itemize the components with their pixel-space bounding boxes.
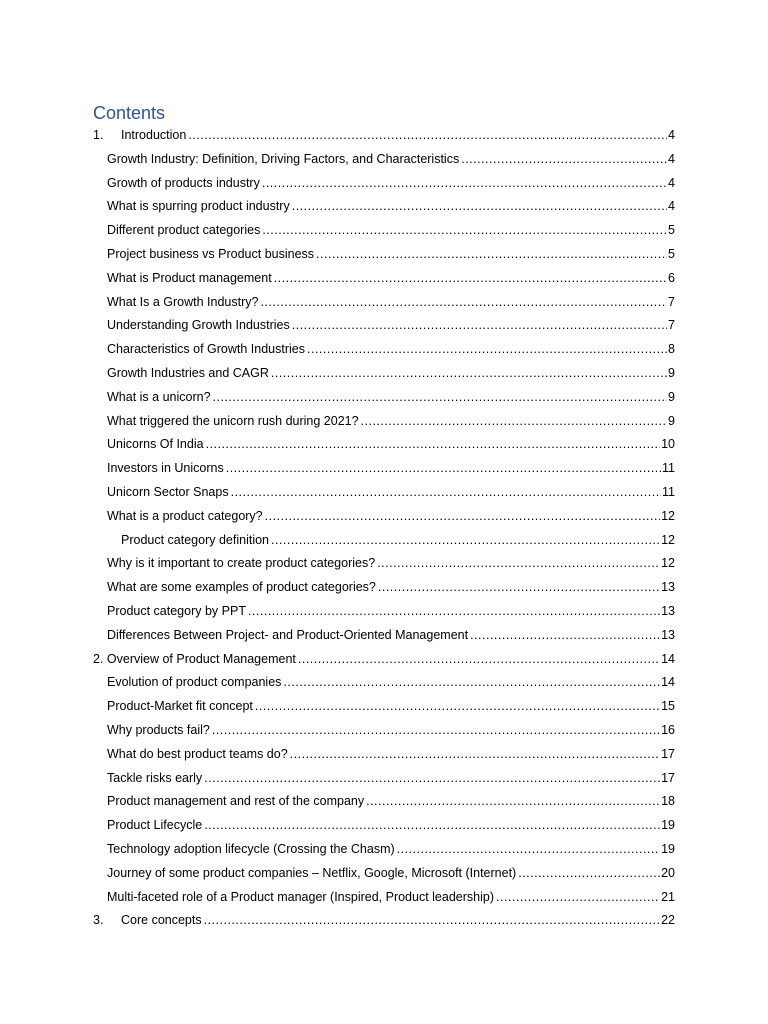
toc-entry-title: Tackle risks early xyxy=(107,770,203,785)
toc-entry-title: Product category definition xyxy=(121,532,270,547)
toc-entry[interactable] xyxy=(93,243,675,267)
toc-dot-leader xyxy=(496,886,660,910)
toc-entry[interactable] xyxy=(93,172,675,196)
toc-entry-page-number: 14 xyxy=(661,675,675,690)
toc-entry-page-number: 13 xyxy=(661,627,675,642)
toc-dot-leader xyxy=(316,243,667,267)
toc-entry[interactable] xyxy=(93,624,675,648)
toc-entry-page-number: 21 xyxy=(661,889,675,904)
toc-entry[interactable] xyxy=(93,838,675,862)
toc-entry-number: 3. xyxy=(93,913,104,928)
table-of-contents xyxy=(93,124,675,933)
toc-dot-leader xyxy=(231,481,661,505)
toc-entry-title: Product management and rest of the company xyxy=(107,794,365,809)
toc-entry-title: Product Lifecycle xyxy=(107,818,203,833)
toc-entry-page-number: 7 xyxy=(668,294,675,309)
toc-entry-page-number: 15 xyxy=(661,699,675,714)
toc-entry-title: What is Product management xyxy=(107,270,272,285)
toc-dot-leader xyxy=(290,743,660,767)
toc-entry[interactable] xyxy=(93,529,675,553)
toc-entry[interactable] xyxy=(93,862,675,886)
toc-entry[interactable] xyxy=(93,648,675,672)
toc-entry-page-number: 16 xyxy=(661,722,675,737)
toc-entry-title: What triggered the unicorn rush during 2021? xyxy=(107,413,359,428)
toc-entry[interactable] xyxy=(93,743,675,767)
toc-entry-page-number: 8 xyxy=(668,342,675,357)
toc-entry-title: Why products fail? xyxy=(107,722,210,737)
toc-entry-page-number: 13 xyxy=(661,580,675,595)
toc-entry-title: What is spurring product industry xyxy=(107,199,290,214)
toc-dot-leader xyxy=(461,148,667,172)
toc-entry[interactable] xyxy=(93,219,675,243)
toc-dot-leader xyxy=(274,267,667,291)
toc-entry-page-number: 13 xyxy=(661,603,675,618)
toc-entry[interactable] xyxy=(93,267,675,291)
toc-dot-leader xyxy=(248,600,660,624)
toc-dot-leader xyxy=(212,719,660,743)
toc-entry-page-number: 9 xyxy=(668,389,675,404)
toc-dot-leader xyxy=(206,433,661,457)
toc-dot-leader xyxy=(307,338,667,362)
toc-heading: Contents xyxy=(93,103,166,123)
toc-entry[interactable] xyxy=(93,767,675,791)
toc-entry-page-number: 4 xyxy=(668,151,675,166)
toc-entry-page-number: 18 xyxy=(661,794,675,809)
toc-entry[interactable] xyxy=(93,481,675,505)
toc-entry[interactable] xyxy=(93,552,675,576)
toc-entry-title: Growth of products industry xyxy=(107,175,260,190)
toc-dot-leader xyxy=(271,362,667,386)
toc-entry[interactable] xyxy=(93,790,675,814)
toc-entry-page-number: 20 xyxy=(661,865,675,880)
toc-entry[interactable] xyxy=(93,505,675,529)
toc-entry-page-number: 17 xyxy=(661,770,675,785)
toc-entry-title: Investors in Unicorns xyxy=(107,461,224,476)
toc-dot-leader xyxy=(361,410,668,434)
toc-entry[interactable] xyxy=(93,410,675,434)
toc-entry-page-number: 11 xyxy=(662,461,675,476)
toc-entry-page-number: 9 xyxy=(668,365,675,380)
toc-entry-title: Characteristics of Growth Industries xyxy=(107,342,305,357)
toc-entry-page-number: 5 xyxy=(668,223,675,238)
toc-entry[interactable] xyxy=(93,695,675,719)
toc-entry-page-number: 5 xyxy=(668,246,675,261)
toc-dot-leader xyxy=(271,529,660,553)
toc-dot-leader xyxy=(213,386,668,410)
toc-entry-page-number: 22 xyxy=(661,913,675,928)
toc-entry-title: Journey of some product companies – Netflix, Google, Microsoft (Internet) xyxy=(107,865,517,880)
toc-entry-title: What are some examples of product categories? xyxy=(107,580,376,595)
toc-dot-leader xyxy=(204,909,660,933)
toc-entry-title: Understanding Growth Industries xyxy=(107,318,290,333)
toc-entry[interactable] xyxy=(93,314,675,338)
toc-entry-page-number: 19 xyxy=(661,818,675,833)
toc-entry[interactable] xyxy=(93,886,675,910)
toc-entry-page-number: 12 xyxy=(661,508,675,523)
toc-dot-leader xyxy=(377,552,660,576)
toc-entry[interactable] xyxy=(93,386,675,410)
toc-dot-leader xyxy=(188,124,667,148)
toc-entry-page-number: 11 xyxy=(662,484,675,499)
toc-entry-page-number: 6 xyxy=(668,270,675,285)
toc-dot-leader xyxy=(255,695,660,719)
toc-entry-page-number: 9 xyxy=(668,413,675,428)
toc-entry[interactable] xyxy=(93,457,675,481)
toc-dot-leader xyxy=(470,624,660,648)
toc-dot-leader xyxy=(260,291,667,315)
toc-entry[interactable] xyxy=(93,148,675,172)
toc-entry[interactable] xyxy=(93,600,675,624)
toc-entry-title: Why is it important to create product categories? xyxy=(107,556,376,571)
toc-dot-leader xyxy=(518,862,660,886)
toc-entry-title: What Is a Growth Industry? xyxy=(107,294,259,309)
toc-entry-title: What is a product category? xyxy=(107,508,263,523)
toc-dot-leader xyxy=(292,314,667,338)
toc-entry-title: Unicorn Sector Snaps xyxy=(107,484,229,499)
toc-dot-leader xyxy=(262,172,667,196)
toc-entry-title: Differences Between Project- and Product-Oriented Management xyxy=(107,627,469,642)
toc-dot-leader xyxy=(366,790,660,814)
toc-entry[interactable] xyxy=(93,195,675,219)
toc-entry-title: Growth Industry: Definition, Driving Factors, and Characteristics xyxy=(107,151,460,166)
toc-dot-leader xyxy=(397,838,660,862)
toc-entry-title: Multi-faceted role of a Product manager (Inspired, Product leadership) xyxy=(107,889,494,904)
toc-entry-title: Different product categories xyxy=(107,223,261,238)
toc-dot-leader xyxy=(292,195,667,219)
toc-dot-leader xyxy=(265,505,660,529)
toc-entry-title: 2. Overview of Product Management xyxy=(93,651,296,666)
toc-entry-title: Evolution of product companies xyxy=(107,675,282,690)
toc-entry[interactable] xyxy=(93,124,675,148)
toc-dot-leader xyxy=(378,576,660,600)
toc-entry-title: Introduction xyxy=(121,128,187,142)
toc-entry-page-number: 14 xyxy=(661,651,675,666)
toc-entry[interactable] xyxy=(93,909,675,933)
toc-entry-title: Product category by PPT xyxy=(107,603,246,618)
toc-entry-page-number: 10 xyxy=(661,437,675,452)
toc-entry-title: Core concepts xyxy=(121,913,202,928)
toc-entry-page-number: 12 xyxy=(661,556,675,571)
toc-dot-leader xyxy=(262,219,667,243)
toc-entry[interactable] xyxy=(93,291,675,315)
toc-entry-number: 1. xyxy=(93,128,104,142)
toc-entry-page-number: 4 xyxy=(668,199,675,214)
toc-entry-title: Growth Industries and CAGR xyxy=(107,365,269,380)
toc-entry-page-number: 17 xyxy=(661,746,675,761)
toc-dot-leader xyxy=(204,814,660,838)
toc-entry[interactable] xyxy=(93,814,675,838)
toc-entry-title: What is a unicorn? xyxy=(107,389,211,404)
toc-entry[interactable] xyxy=(93,671,675,695)
toc-entry-page-number: 4 xyxy=(668,175,675,190)
toc-dot-leader xyxy=(226,457,661,481)
toc-entry-title: Technology adoption lifecycle (Crossing the Chasm) xyxy=(107,841,395,856)
toc-entry-page-number: 4 xyxy=(668,128,675,142)
toc-dot-leader xyxy=(204,767,660,791)
toc-entry[interactable] xyxy=(93,719,675,743)
toc-entry[interactable] xyxy=(93,576,675,600)
toc-entry[interactable] xyxy=(93,433,675,457)
toc-entry[interactable] xyxy=(93,362,675,386)
toc-entry-title: What do best product teams do? xyxy=(107,746,288,761)
toc-entry-title: Product-Market fit concept xyxy=(107,699,253,714)
toc-entry-page-number: 7 xyxy=(668,318,675,333)
toc-entry-title: Project business vs Product business xyxy=(107,246,315,261)
toc-dot-leader xyxy=(298,648,660,672)
toc-entry-page-number: 19 xyxy=(661,841,675,856)
toc-entry-title: Unicorns Of India xyxy=(107,437,204,452)
toc-dot-leader xyxy=(283,671,660,695)
toc-entry-page-number: 12 xyxy=(661,532,675,547)
toc-entry[interactable] xyxy=(93,338,675,362)
